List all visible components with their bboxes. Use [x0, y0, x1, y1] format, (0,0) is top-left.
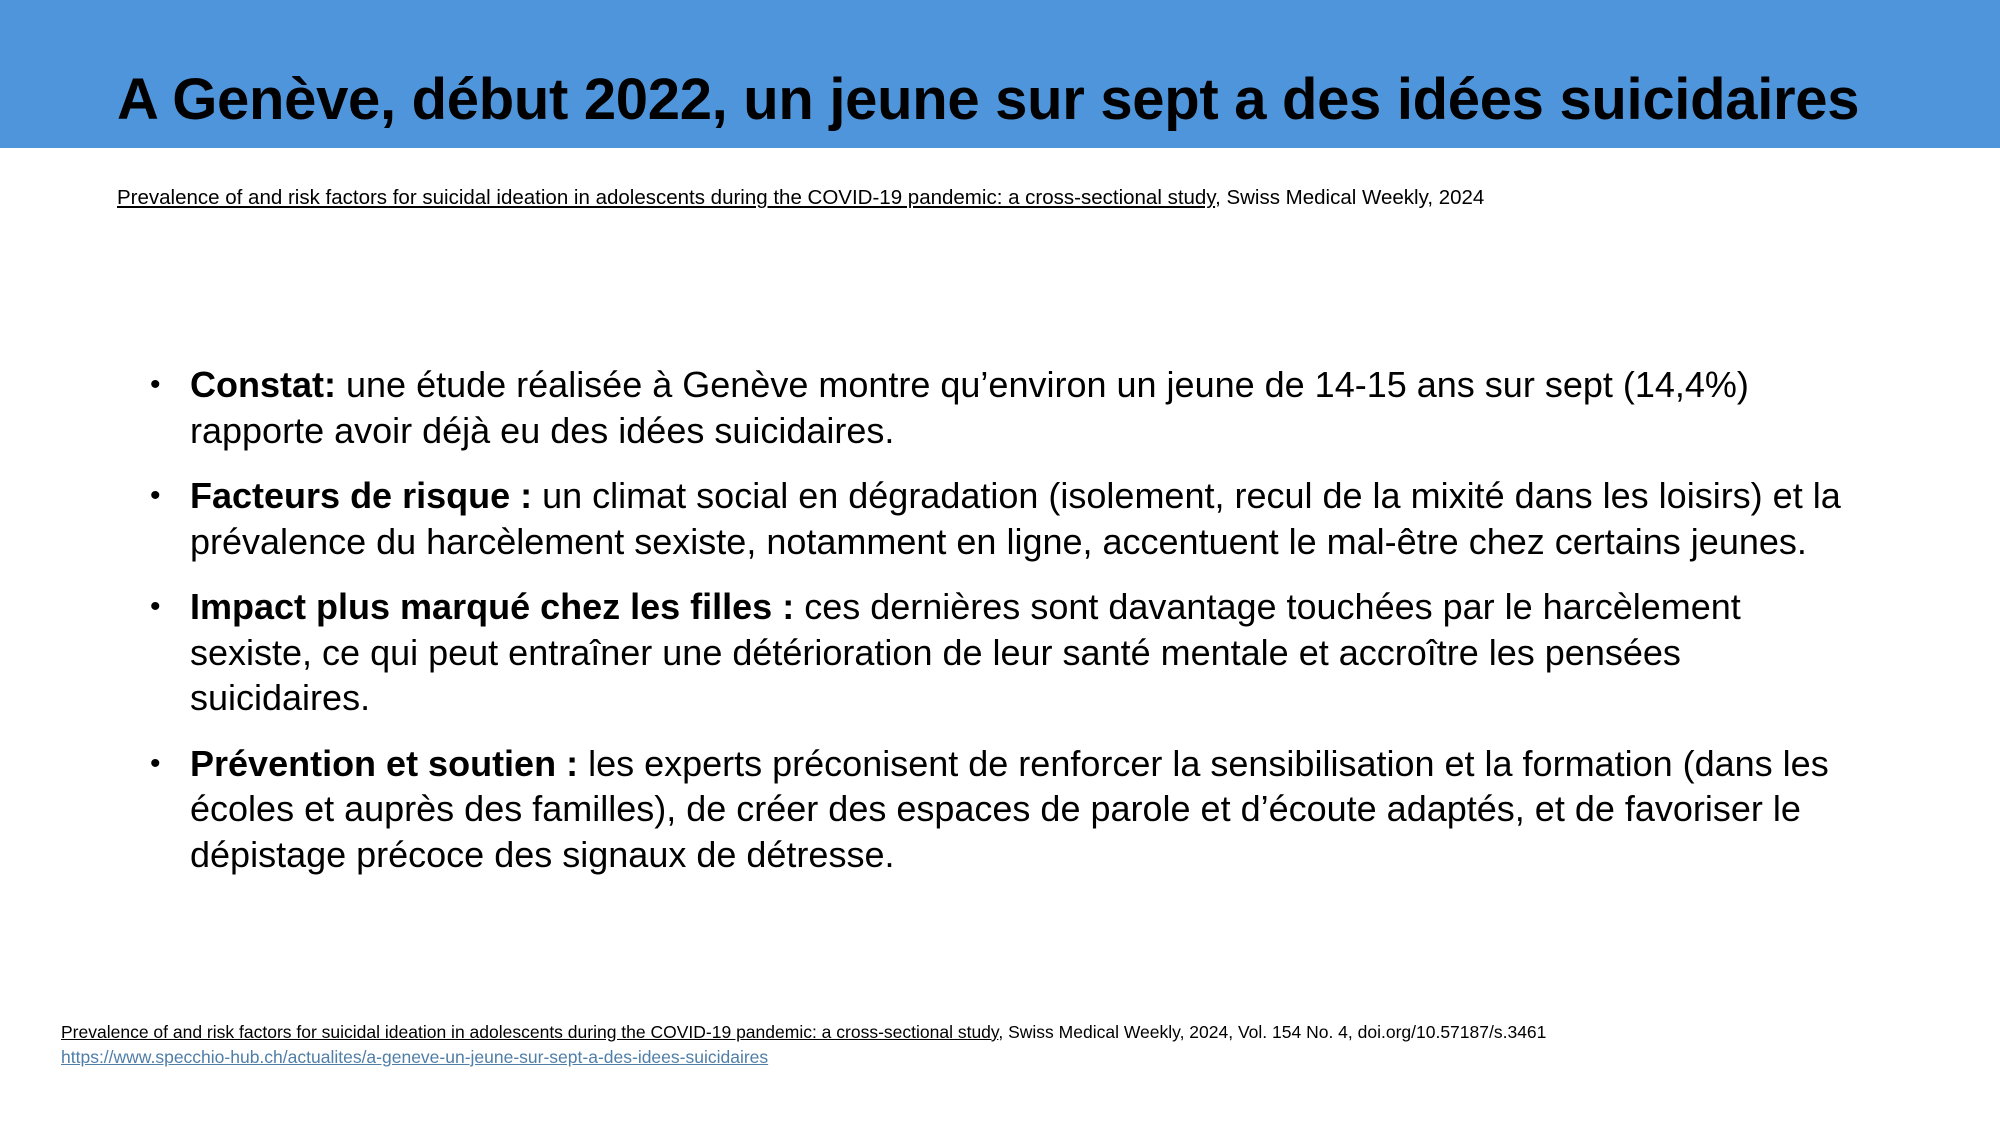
bullet-dot-icon: • [150, 746, 161, 780]
bullet-heading: Impact plus marqué chez les filles : [190, 586, 795, 627]
bullet-constat [150, 362, 1860, 453]
bullet-text: une étude réalisée à Genève montre qu’environ un jeune de 14-15 ans sur sept (14,4%) rapporte avoir déjà eu des idées suicidaires. [190, 364, 1749, 451]
footer-references [61, 1020, 1546, 1070]
footer-article-link[interactable]: Prevalence of and risk factors for suicidal ideation in adolescents during the COVID-19 pandemic: a cross-sectional study [61, 1022, 999, 1042]
bullet-heading: Constat: [190, 364, 336, 405]
slide-title: A Genève, début 2022, un jeune sur sept a des idées suicidaires [117, 67, 1860, 132]
footer-journal-info: , Swiss Medical Weekly, 2024, Vol. 154 No. 4, doi.org/10.57187/s.3461 [998, 1022, 1547, 1042]
bullet-text: un climat social en dégradation (isolement, recul de la mixité dans les loisirs) et la prévalence du harcèlement sexiste, notamment en ligne, accentuent le mal-être chez certains jeunes. [190, 475, 1841, 562]
bullet-text: les experts préconisent de renforcer la sensibilisation et la formation (dans les écoles et auprès des familles), de créer des espaces de parole et d’écoute adaptés, et de favoriser le dépistage précoce des signaux de détresse. [190, 742, 1829, 875]
footer-citation [61, 1020, 1546, 1045]
bullet-dot-icon: • [150, 368, 161, 401]
bullet-facteurs-de-risque [150, 473, 1860, 564]
bullet-prevention-soutien [150, 741, 1860, 878]
source-citation-top [117, 184, 1484, 212]
source-journal-info: , Swiss Medical Weekly, 2024 [1215, 186, 1485, 209]
source-article-link[interactable]: Prevalence of and risk factors for suicidal ideation in adolescents during the COVID-19 pandemic: a cross-sectional study [117, 186, 1216, 209]
footer-url-line [61, 1045, 1546, 1070]
bullet-list [150, 362, 1860, 897]
footer-url-link[interactable]: https://www.specchio-hub.ch/actualites/a-geneve-un-jeune-sur-sept-a-des-idees-suicidaires [61, 1047, 769, 1067]
bullet-heading: Prévention et soutien : [190, 742, 579, 784]
bullet-text: ces dernières sont davantage touchées par le harcèlement sexiste, ce qui peut entraîner une détérioration de leur santé mentale et accroître les pensées suicidaires. [190, 586, 1741, 718]
bullet-dot-icon: • [150, 479, 161, 512]
bullet-impact-filles [150, 584, 1860, 721]
bullet-dot-icon: • [150, 590, 161, 623]
bullet-heading: Facteurs de risque : [190, 475, 533, 516]
